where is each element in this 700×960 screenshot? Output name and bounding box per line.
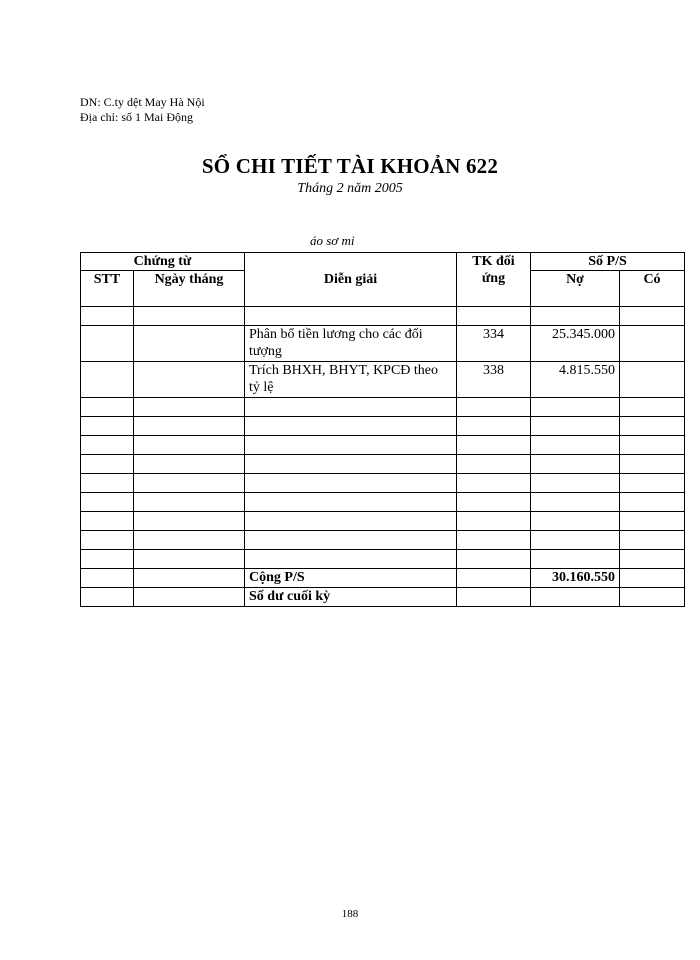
- header-so-ps: Số P/S: [531, 253, 685, 271]
- company-address: Địa chỉ: số 1 Mai Động: [80, 110, 193, 124]
- table-row: [81, 362, 685, 398]
- cell-stt: [81, 326, 134, 362]
- table-row: [81, 531, 685, 550]
- cell-dien-giai: Trích BHXH, BHYT, KPCĐ theo tỷ lệ: [245, 362, 457, 398]
- total-no: 30.160.550: [531, 569, 620, 588]
- table-row: [81, 398, 685, 417]
- ending-balance-label: Số dư cuối kỳ: [245, 588, 457, 607]
- product-label: áo sơ mi: [310, 233, 355, 248]
- cell-tk: 338: [457, 362, 531, 398]
- cell-dien-giai: Phân bổ tiền lương cho các đối tượng: [245, 326, 457, 362]
- table-row: [81, 436, 685, 455]
- header-chung-tu: Chứng từ: [81, 253, 245, 271]
- header-no: Nợ: [531, 271, 620, 307]
- document-period: Tháng 2 năm 2005: [297, 181, 403, 196]
- ending-balance-row: [81, 588, 685, 607]
- table-row: [81, 550, 685, 569]
- header-row-1: [81, 253, 685, 271]
- table-row: [81, 326, 685, 362]
- header-co: Có: [620, 271, 685, 307]
- cell-ngay: [134, 326, 245, 362]
- table-row: [81, 455, 685, 474]
- cell-no: 25.345.000: [531, 326, 620, 362]
- cell-co: [620, 362, 685, 398]
- header-stt: STT: [81, 271, 134, 307]
- table-row: [81, 493, 685, 512]
- company-info: [80, 95, 205, 125]
- header-tk-doi-ung: TK đối ứng: [457, 253, 531, 307]
- header-ngay-thang: Ngày tháng: [134, 271, 245, 307]
- table-row: [81, 417, 685, 436]
- header-dien-giai: Diễn giải: [245, 253, 457, 307]
- cell-ngay: [134, 362, 245, 398]
- page-number: 188: [341, 908, 359, 920]
- cell-stt: [81, 362, 134, 398]
- table-row: [81, 474, 685, 493]
- table-row: [81, 307, 685, 326]
- table-row: [81, 512, 685, 531]
- cell-no: 4.815.550: [531, 362, 620, 398]
- cell-co: [620, 326, 685, 362]
- company-name: DN: C.ty dệt May Hà Nội: [80, 95, 205, 109]
- cell-tk: 334: [457, 326, 531, 362]
- total-co: [620, 569, 685, 588]
- total-label: Cộng P/S: [245, 569, 457, 588]
- total-row: [81, 569, 685, 588]
- document-title: SỔ CHI TIẾT TÀI KHOẢN 622: [201, 154, 499, 178]
- ledger-table: [80, 252, 685, 607]
